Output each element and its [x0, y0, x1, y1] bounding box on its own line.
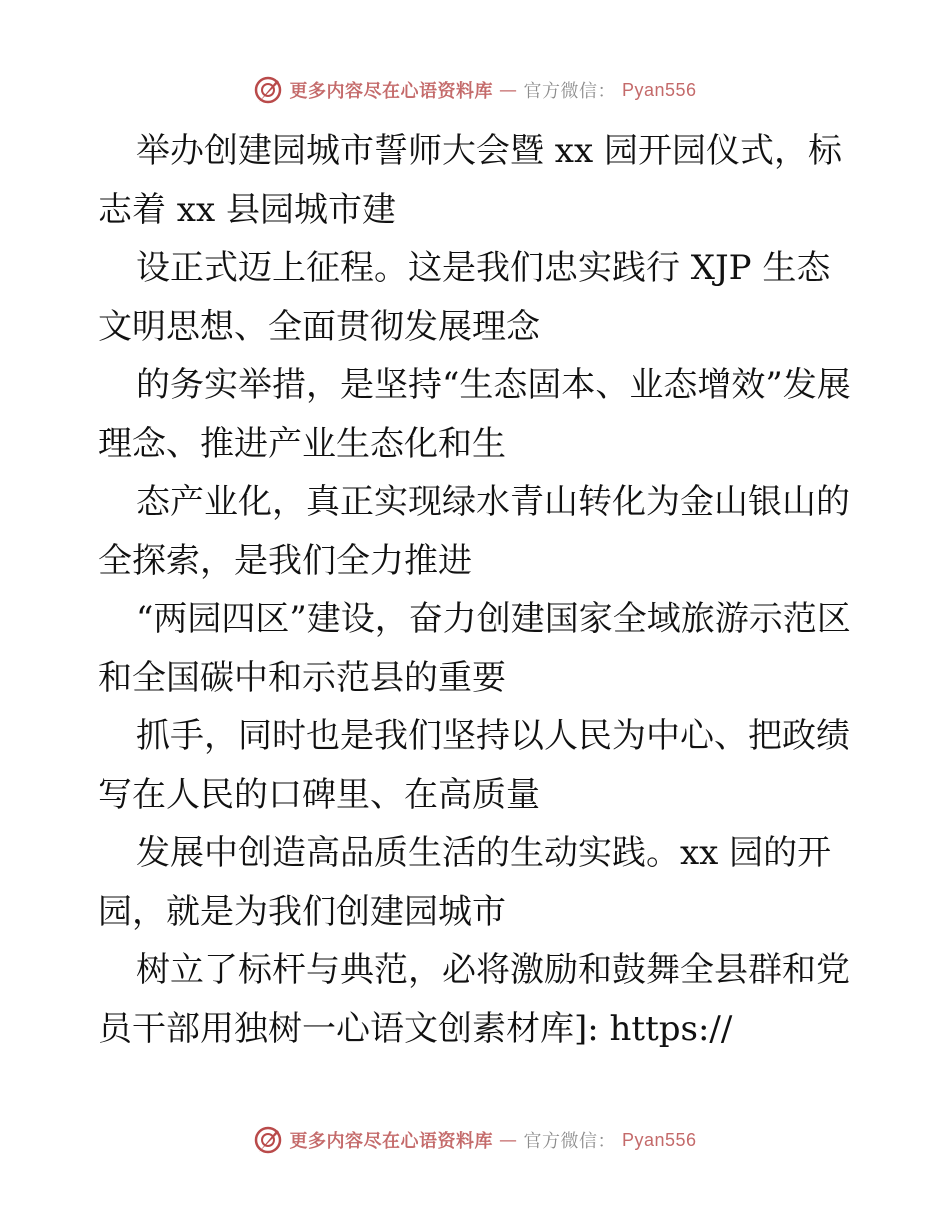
watermark-wechat-id: Pyan556	[621, 1129, 697, 1150]
watermark-brand-text: 更多内容尽在心语资料库	[289, 81, 493, 102]
document-body	[98, 122, 858, 1058]
watermark-separator: —	[498, 79, 518, 101]
quill-logo-icon	[253, 1125, 283, 1155]
paragraph: 态产业化，真正实现绿水青山转化为金山银山的全探索，是我们全力推进	[98, 482, 850, 581]
header-watermark	[0, 70, 950, 110]
paragraph: 设正式迈上征程。这是我们忠实践行 XJP 生态文明思想、全面贯彻发展理念	[98, 248, 831, 347]
watermark-wechat-label: 官方微信：	[523, 1131, 616, 1152]
watermark-brand-text: 更多内容尽在心语资料库	[289, 1131, 493, 1152]
watermark-wechat-id: Pyan556	[621, 79, 697, 100]
paragraph: 树立了标杆与典范，必将激励和鼓舞全县群和党员干部用独树一心语文创素材库]: https://	[98, 950, 850, 1049]
quill-logo-icon	[253, 75, 283, 105]
paragraph: 发展中创造高品质生活的生动实践。xx 园的开园，就是为我们创建园城市	[98, 833, 832, 932]
watermark-wechat-label: 官方微信：	[523, 81, 616, 102]
footer-watermark	[0, 1120, 950, 1160]
paragraph: 抓手，同时也是我们坚持以人民为中心、把政绩写在人民的口碑里、在高质量	[98, 716, 850, 815]
paragraph: 的务实举措，是坚持“生态固本、业态增效”发展理念、推进产业生态化和生	[98, 365, 851, 464]
paragraph: “两园四区”建设，奋力创建国家全域旅游示范区和全国碳中和示范县的重要	[98, 599, 851, 698]
paragraph: 举办创建园城市誓师大会暨 xx 园开园仪式，标志着 xx 县园城市建	[98, 131, 842, 230]
watermark-separator: —	[498, 1129, 518, 1151]
